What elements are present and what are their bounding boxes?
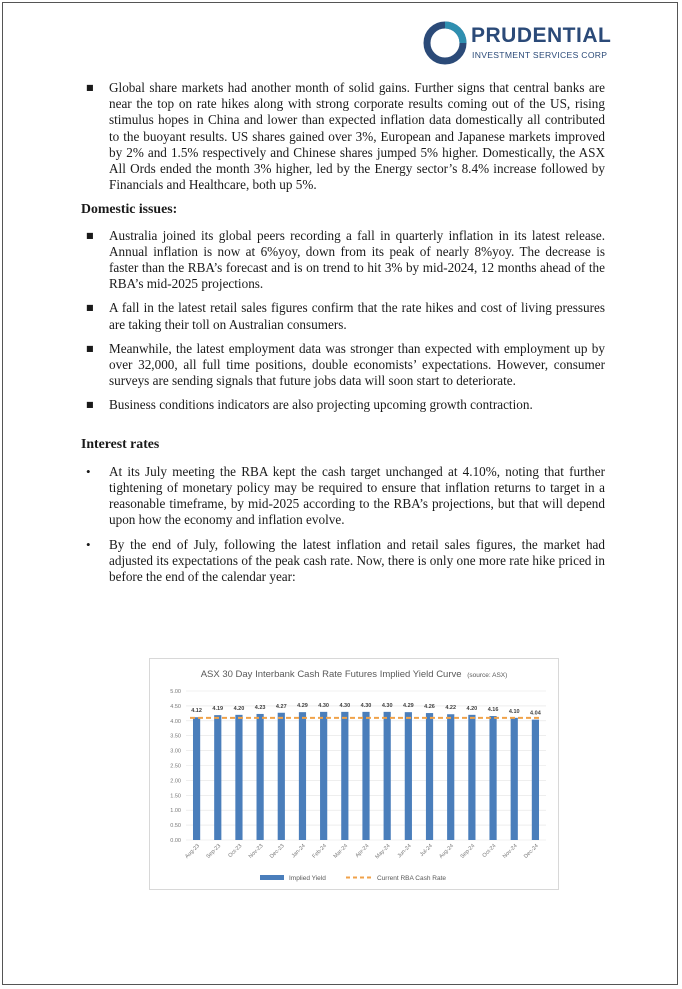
x-tick-label: Oct-24 (481, 843, 498, 860)
y-tick-label: 2.50 (170, 763, 181, 770)
y-tick-label: 4.50 (170, 703, 181, 710)
y-tick-label: 0.50 (170, 823, 181, 830)
domestic-heading: Domestic issues: (81, 201, 178, 217)
y-tick-label: 1.00 (170, 808, 181, 815)
round-bullet-icon: • (86, 463, 91, 479)
bar (193, 717, 200, 840)
domestic-item (81, 228, 605, 293)
square-bullet-icon: ■ (86, 343, 94, 353)
bar-data-label: 4.20 (466, 705, 478, 712)
document-page (2, 2, 678, 985)
bar (341, 712, 348, 840)
chart-y-ticks (170, 689, 181, 844)
bar (257, 714, 264, 840)
square-bullet-icon: ■ (86, 400, 94, 410)
legend-swatch-implied-yield (260, 875, 284, 880)
document-body (81, 80, 605, 585)
bar-data-label: 4.27 (275, 703, 287, 710)
interest-item-text: By the end of July, following the latest inflation and retail sales figures, the market had adjusted its expectations of the peak cash rate. Now, there is only one more rate hike priced in before the end of the calendar year: (109, 536, 605, 585)
square-bullet-icon: ■ (86, 303, 94, 313)
square-bullet-icon: ■ (86, 230, 94, 240)
bar-data-label: 4.30 (381, 702, 393, 709)
bar-data-label: 4.30 (339, 702, 351, 709)
domestic-item (81, 341, 605, 390)
x-tick-label: Nov-24 (501, 843, 519, 860)
bar-data-label: 4.04 (530, 710, 541, 717)
square-bullet-icon: ■ (86, 83, 94, 92)
interest-item (81, 464, 605, 529)
y-tick-label: 2.00 (170, 778, 181, 785)
x-tick-label: Dec-23 (268, 843, 286, 860)
bar-data-label: 4.29 (297, 703, 308, 710)
x-tick-label: Sep-23 (205, 843, 223, 860)
legend-label-implied-yield: Implied Yield (289, 875, 326, 882)
x-tick-label: Jul-24 (419, 843, 434, 859)
domestic-item-text: Australia joined its global peers recording a fall in quarterly inflation in its latest release. Annual inflation is now at 6%yoy, down from its peak of nearly 8%yoy. The decrease is faster than the RBA’s forecast and is on trend to hit 3% by mid-2024, 12 months ahead of the RBA’s mid-2025 projections. (109, 227, 605, 292)
bar (299, 712, 306, 840)
bar (489, 716, 496, 840)
intro-bullet (81, 80, 605, 193)
bar (468, 715, 475, 840)
bar-data-label: 4.30 (318, 702, 330, 709)
y-tick-label: 0.00 (170, 838, 181, 844)
y-tick-label: 3.00 (170, 748, 181, 755)
domestic-item-text: Business conditions indicators are also projecting upcoming growth contraction. (109, 397, 533, 413)
logo-ring-icon (423, 21, 467, 65)
x-tick-label: Aug-23 (184, 843, 202, 860)
chart-x-ticks (184, 843, 540, 860)
domestic-item (81, 300, 605, 332)
bar (511, 718, 518, 840)
chart-title (201, 669, 508, 680)
bar (532, 720, 539, 840)
x-tick-label: Mar-24 (332, 843, 350, 860)
interest-heading: Interest rates (81, 435, 160, 451)
x-tick-label: Dec-24 (523, 843, 540, 860)
x-tick-label: Feb-24 (311, 843, 329, 860)
legend-label-cash-rate: Current RBA Cash Rate (377, 875, 447, 882)
x-tick-label: Nov-23 (247, 843, 265, 860)
interest-item (81, 537, 605, 586)
bar-data-label: 4.12 (191, 708, 202, 715)
interest-item-text: At its July meeting the RBA kept the cash target unchanged at 4.10%, noting that further tightening of monetary policy may be required to ensure that inflation returns to target in a reasonable timeframe, by mid-2025 according to the RBA’s projections, but that will depend upon how the economy and inflation evolve. (109, 463, 605, 528)
bar-data-label: 4.22 (445, 705, 457, 712)
bar (384, 712, 391, 840)
chart-bars (193, 712, 539, 840)
chart-legend (260, 875, 446, 882)
bar (362, 712, 369, 840)
bar (235, 715, 242, 840)
bar-data-label: 4.23 (254, 704, 266, 711)
round-bullet-icon: • (86, 536, 91, 552)
bar-data-label: 4.30 (360, 702, 372, 709)
x-tick-label: Aug-24 (438, 843, 456, 860)
chart-title-main: ASX 30 Day Interbank Cash Rate Futures Implied Yield Curve (200, 669, 462, 680)
logo-subtitle: INVESTMENT SERVICES CORP (472, 50, 608, 60)
domestic-item-text: Meanwhile, the latest employment data was stronger than expected with employment up by over 32,000, all full time positions, double economists’ expectations. However, consumer surveys are sending signals that future jobs data will soon start to deteriorate. (109, 340, 605, 389)
bar-data-label: 4.29 (402, 703, 414, 710)
x-tick-label: Jun-24 (396, 843, 413, 860)
yield-curve-chart (149, 658, 559, 890)
domestic-item-text: A fall in the latest retail sales figures confirm that the rate hikes and cost of living pressures are taking their toll on Australian consumers. (109, 300, 605, 332)
x-tick-label: Sep-24 (459, 843, 477, 860)
logo-name: PRUDENTIAL (471, 24, 612, 47)
bar (447, 714, 454, 840)
bar (405, 712, 412, 840)
bar (426, 713, 433, 840)
bar-data-label: 4.16 (487, 707, 499, 714)
intro-bullet-text: Global share markets had another month of solid gains. Further signs that central banks are near the top on rate hikes along with strong corporate results coming out of the US, rising stimulus hopes in China and lower than expected inflation data domestically all contributed to the buoyant results. US shares gained over 3%, European and Japanese markets improved by 2% and 1.5% respectively and Chinese shares jumped 5% higher. Domestically, the ASX All Ords ended the month 3% higher, led by the Energy sector’s 8.4% increase followed by Financials and Healthcare, both up 5%. (109, 80, 605, 193)
y-tick-label: 1.50 (170, 793, 181, 800)
bar (320, 712, 327, 840)
x-tick-label: Oct-23 (227, 843, 244, 860)
bar-data-label: 4.10 (508, 708, 520, 715)
bar-data-label: 4.19 (212, 706, 224, 713)
prudential-logo (423, 19, 663, 67)
chart-canvas (150, 659, 558, 889)
x-tick-label: Jan-24 (290, 843, 307, 860)
chart-title-source: (source: ASX) (467, 672, 508, 679)
bar (278, 713, 285, 840)
x-tick-label: Apr-24 (354, 843, 371, 860)
bar (214, 715, 221, 840)
x-tick-label: May-24 (374, 843, 392, 861)
y-tick-label: 5.00 (170, 689, 181, 695)
y-tick-label: 4.00 (170, 718, 181, 725)
y-tick-label: 3.50 (170, 733, 181, 740)
bar-data-label: 4.20 (233, 705, 245, 712)
bar-data-label: 4.26 (424, 704, 435, 711)
domestic-item (81, 397, 605, 413)
